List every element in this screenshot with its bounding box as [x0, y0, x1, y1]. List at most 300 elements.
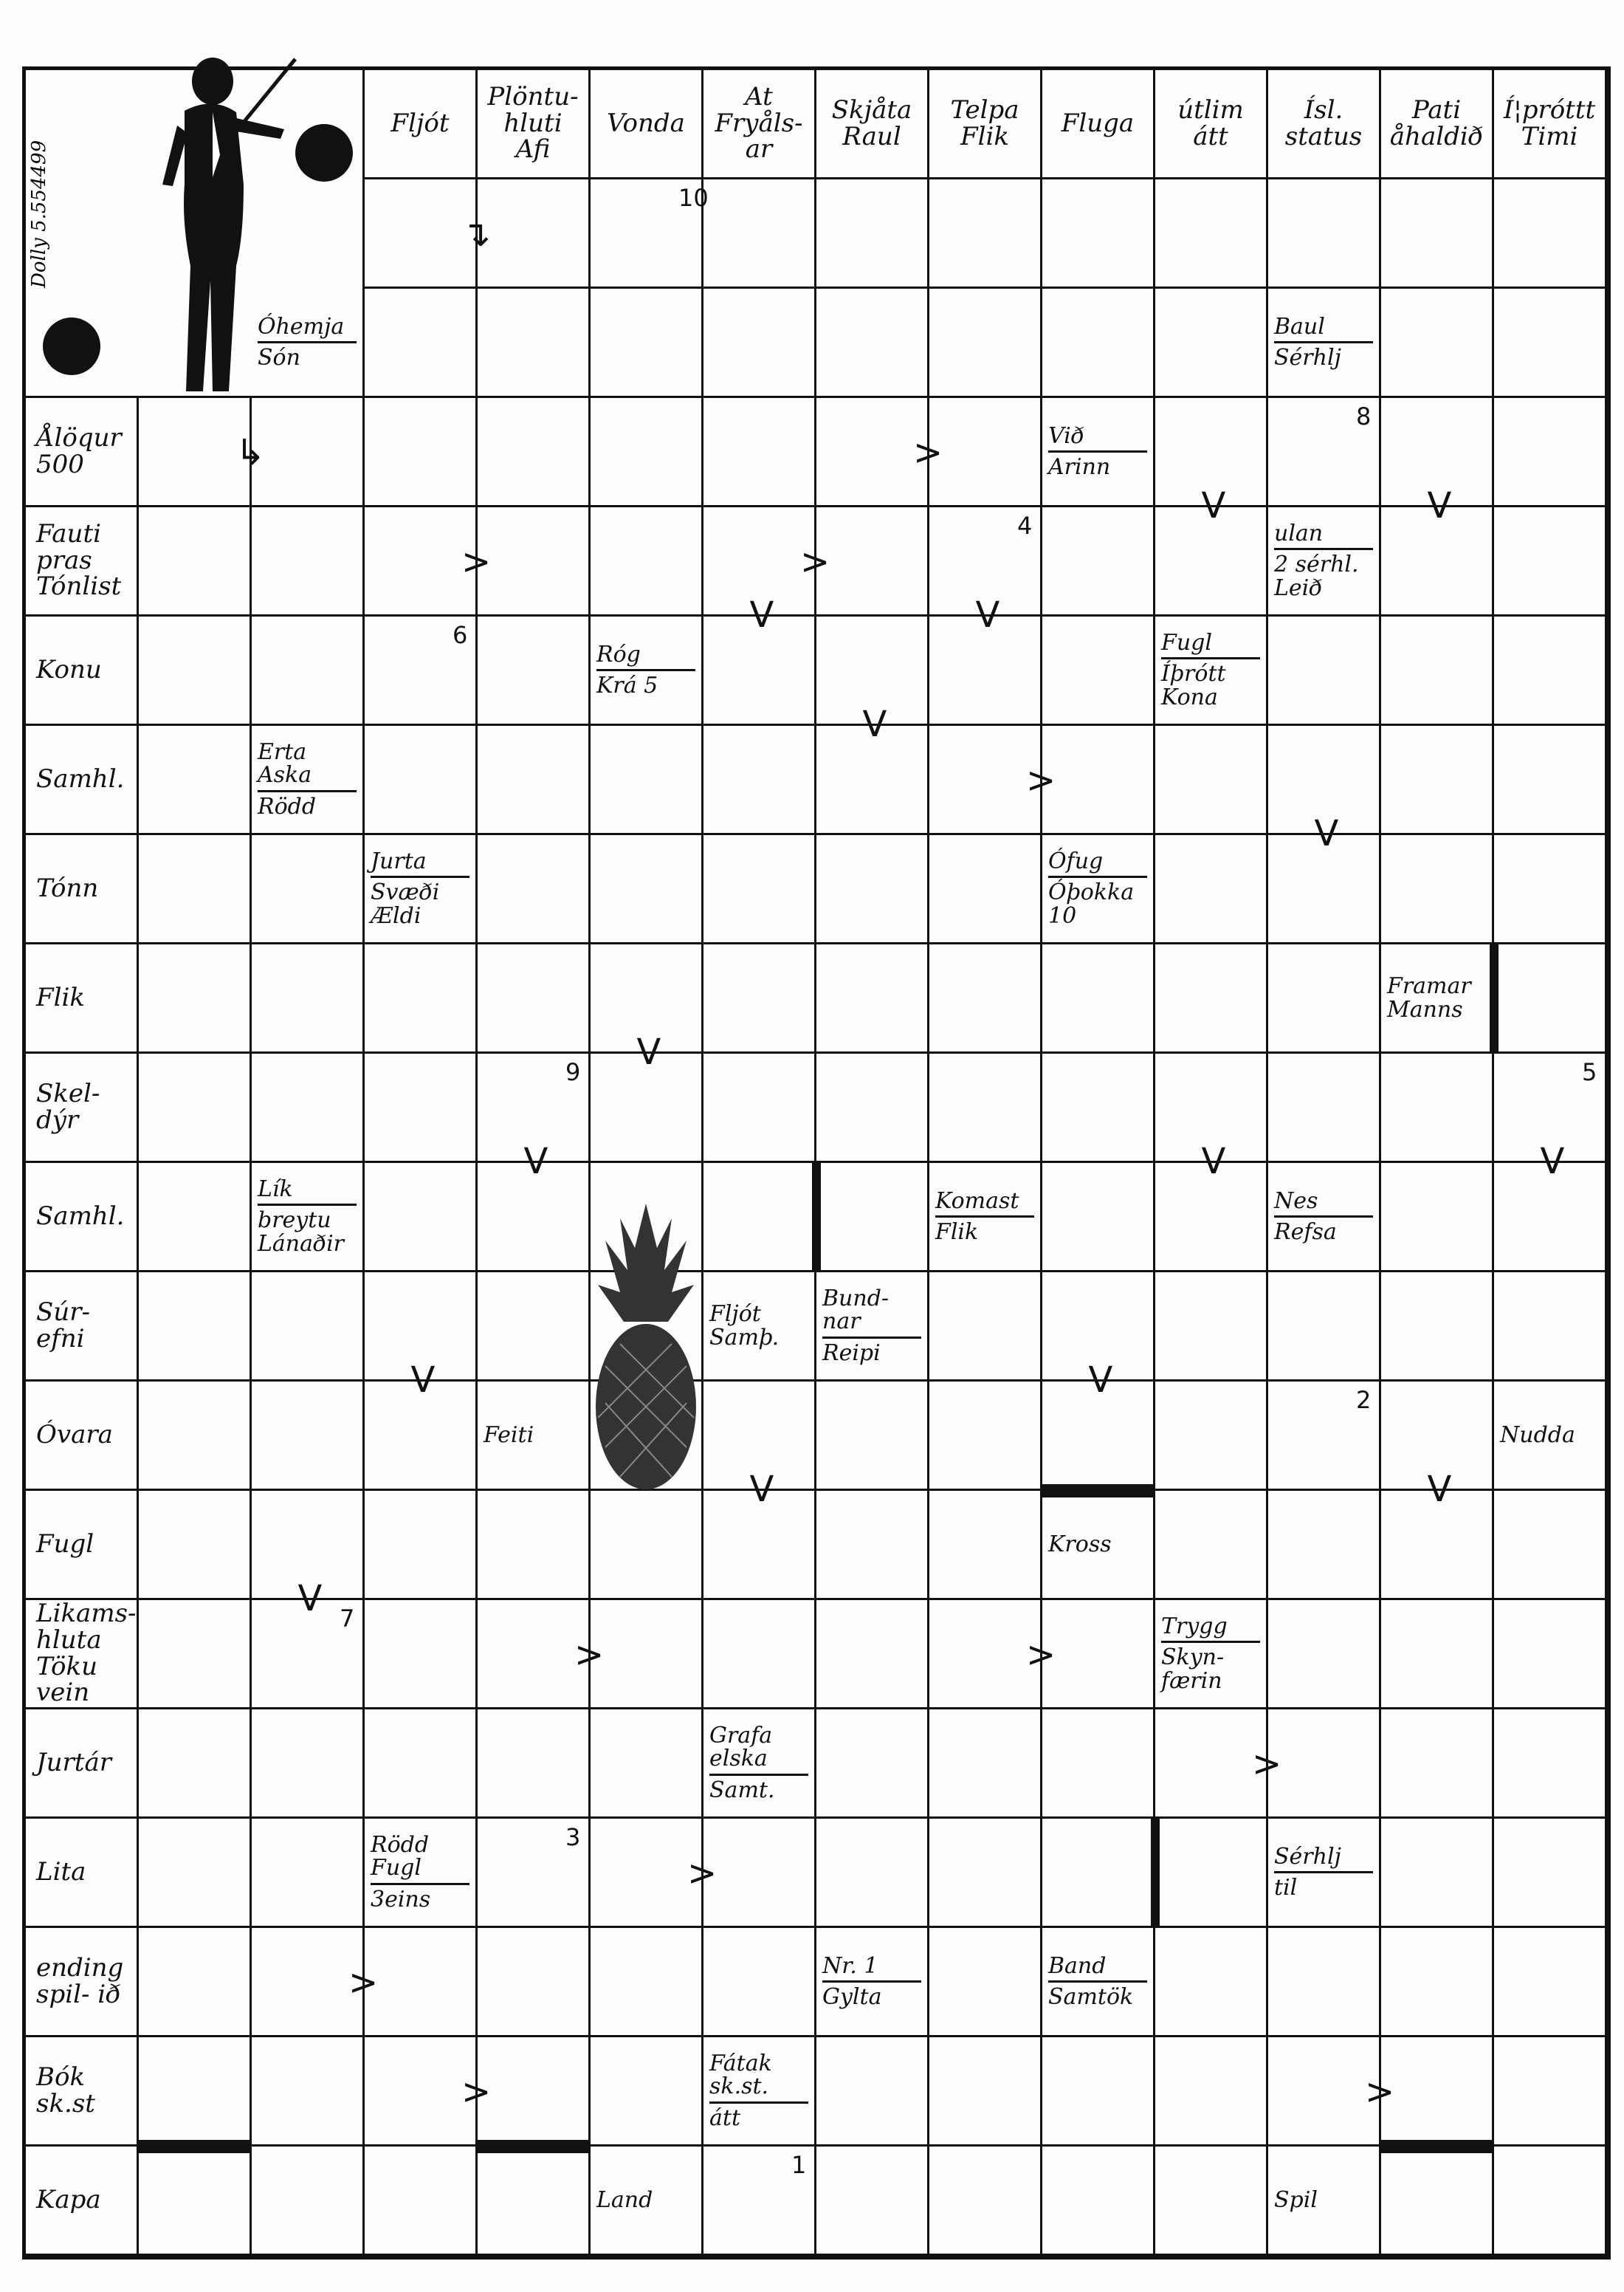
answer-cell[interactable] [1155, 1491, 1268, 1600]
left-clue-cell [26, 1054, 139, 1163]
answer-cell[interactable] [816, 944, 929, 1054]
answer-cell[interactable] [816, 1600, 929, 1709]
answer-cell[interactable] [365, 1600, 478, 1709]
answer-cell[interactable] [365, 1928, 478, 2037]
answer-cell[interactable] [703, 398, 816, 507]
answer-cell[interactable] [478, 1272, 591, 1382]
answer-cell[interactable] [703, 179, 816, 289]
answer-cell[interactable] [478, 726, 591, 835]
answer-cell[interactable] [929, 1491, 1042, 1600]
answer-cell[interactable] [139, 1819, 252, 1928]
answer-cell[interactable] [1494, 944, 1607, 1054]
answer-cell[interactable] [1381, 2147, 1494, 2256]
answer-cell[interactable] [1268, 1709, 1381, 1819]
answer-cell[interactable] [591, 289, 703, 398]
answer-cell[interactable] [591, 1709, 703, 1819]
left-clue-text: Súr- efni [36, 1297, 90, 1353]
black-bar [1151, 1819, 1160, 1928]
clue-text: Nes [1274, 1187, 1318, 1214]
clue-text: Erta Aska [258, 738, 312, 789]
answer-cell[interactable] [1042, 1163, 1155, 1272]
left-clue-text: Bók sk.st [36, 2062, 95, 2118]
answer-cell[interactable] [1381, 289, 1494, 398]
down-arrow-icon: V [1540, 1141, 1565, 1182]
left-clue-cell [26, 2037, 139, 2147]
answer-cell[interactable] [365, 1491, 478, 1600]
answer-cell[interactable] [1494, 1600, 1607, 1709]
answer-cell[interactable] [478, 289, 591, 398]
header-clue-text: Telpa Flik [950, 95, 1019, 151]
clue-text: Óhemja [258, 313, 345, 340]
cell-number: 2 [1356, 1386, 1372, 1414]
clue-text: Spil [1274, 2186, 1318, 2213]
black-bar [1042, 1484, 1155, 1497]
answer-cell[interactable] [139, 1600, 252, 1709]
header-clue-cell [1381, 70, 1494, 179]
answer-cell[interactable] [252, 507, 365, 617]
left-clue-text: Óvara [36, 1419, 113, 1449]
answer-cell[interactable] [252, 1054, 365, 1163]
header-clue-cell [703, 70, 816, 179]
answer-cell[interactable] [478, 1928, 591, 2037]
clue-text: Krá 5 [596, 673, 658, 699]
left-clue-cell [26, 1382, 139, 1491]
answer-cell[interactable] [929, 289, 1042, 398]
right-arrow-icon: > [1252, 1743, 1282, 1785]
answer-cell[interactable] [478, 1491, 591, 1600]
clue-text: Grafa elska [709, 1722, 773, 1772]
answer-cell[interactable] [1268, 1272, 1381, 1382]
answer-cell[interactable] [252, 1382, 365, 1491]
answer-cell[interactable] [1155, 1272, 1268, 1382]
answer-cell[interactable] [1494, 1491, 1607, 1600]
answer-cell[interactable] [816, 507, 929, 617]
left-clue-text: Konu [36, 654, 102, 684]
clue-text: Íþrótt Kona [1161, 661, 1226, 710]
answer-cell[interactable] [816, 2147, 929, 2256]
clue-text: Framar Manns [1387, 973, 1471, 1023]
left-clue-text: Lita [36, 1856, 86, 1887]
answer-cell[interactable] [591, 2037, 703, 2147]
answer-cell[interactable] [139, 507, 252, 617]
answer-cell[interactable] [139, 1709, 252, 1819]
left-clue-text: Jurtár [36, 1747, 111, 1777]
clue-text: Refsa [1274, 1219, 1337, 1245]
answer-cell[interactable] [816, 289, 929, 398]
answer-cell[interactable] [929, 1709, 1042, 1819]
header-clue-text: Skjåta Raul [831, 95, 912, 151]
left-clue-cell [26, 1272, 139, 1382]
answer-cell[interactable] [591, 1600, 703, 1709]
answer-cell[interactable] [365, 398, 478, 507]
clue-text: ulan [1274, 520, 1324, 546]
left-clue-text: Fauti pras Tónlist [36, 518, 122, 602]
answer-cell[interactable] [703, 1600, 816, 1709]
left-clue-cell [26, 507, 139, 617]
clue-text: Feiti [484, 1421, 534, 1448]
answer-cell[interactable] [1268, 1928, 1381, 2037]
clue-cell [816, 1272, 929, 1382]
clue-cell [591, 617, 703, 726]
header-clue-cell [1155, 70, 1268, 179]
clue-text: Sérhlj [1274, 1843, 1341, 1870]
clue-text: 2 sérhl. Leið [1274, 552, 1359, 601]
answer-cell[interactable] [365, 1054, 478, 1163]
answer-cell[interactable] [1042, 726, 1155, 835]
clue-cell [1042, 1928, 1155, 2037]
answer-cell[interactable] [929, 2037, 1042, 2147]
answer-cell[interactable] [703, 1928, 816, 2037]
clue-text: Sérhlj [1274, 345, 1341, 371]
clue-cell [1042, 398, 1155, 507]
clue-divider [1048, 876, 1147, 878]
answer-cell[interactable] [139, 1054, 252, 1163]
answer-cell[interactable] [139, 1163, 252, 1272]
answer-cell[interactable] [816, 179, 929, 289]
answer-cell[interactable] [478, 2037, 591, 2147]
clue-divider [822, 1337, 921, 1339]
answer-cell[interactable] [365, 944, 478, 1054]
right-arrow-icon: > [800, 541, 830, 583]
header-clue-text: Vonda [607, 108, 685, 138]
answer-cell[interactable] [139, 2147, 252, 2256]
answer-cell[interactable] [703, 726, 816, 835]
header-clue-cell [816, 70, 929, 179]
clue-cell [252, 726, 365, 835]
down-arrow-icon: V [862, 704, 887, 745]
clue-cell [703, 1709, 816, 1819]
clue-text: Róg [596, 641, 641, 668]
answer-cell[interactable] [816, 1491, 929, 1600]
clue-text: Samtök [1048, 1984, 1134, 2010]
answer-cell[interactable] [1042, 507, 1155, 617]
clue-cell [1042, 835, 1155, 944]
clue-divider [1161, 657, 1260, 659]
answer-cell[interactable] [929, 835, 1042, 944]
pineapple-icon [591, 1204, 701, 1492]
black-dot-icon [43, 318, 100, 375]
answer-cell[interactable] [478, 398, 591, 507]
clue-text: Land [596, 2186, 653, 2213]
answer-cell[interactable] [1381, 1163, 1494, 1272]
left-clue-cell [26, 1819, 139, 1928]
answer-cell[interactable] [1042, 2037, 1155, 2147]
answer-cell[interactable] [139, 617, 252, 726]
clue-cell [365, 835, 478, 944]
answer-cell[interactable] [478, 944, 591, 1054]
answer-cell[interactable] [591, 507, 703, 617]
answer-cell[interactable] [478, 507, 591, 617]
answer-cell[interactable] [252, 2147, 365, 2256]
answer-cell[interactable] [139, 835, 252, 944]
right-arrow-icon: > [348, 1962, 379, 2003]
down-arrow-icon: V [1427, 1469, 1452, 1510]
answer-cell[interactable] [929, 944, 1042, 1054]
answer-cell[interactable] [816, 1709, 929, 1819]
answer-cell[interactable] [1155, 2037, 1268, 2147]
left-clue-cell [26, 726, 139, 835]
clue-cell [1155, 617, 1268, 726]
right-arrow-icon: > [1365, 2071, 1395, 2113]
cell-number: 10 [678, 184, 709, 212]
answer-cell[interactable] [1155, 289, 1268, 398]
black-dot-icon [295, 124, 353, 182]
clue-text: Skyn- færin [1161, 1644, 1225, 1694]
answer-cell[interactable] [139, 1382, 252, 1491]
down-arrow-icon: V [1088, 1359, 1113, 1401]
answer-cell[interactable] [1268, 1600, 1381, 1709]
clue-text: Flik [935, 1219, 979, 1245]
answer-cell[interactable] [1494, 179, 1607, 289]
answer-cell[interactable] [252, 1819, 365, 1928]
answer-cell[interactable] [1494, 835, 1607, 944]
clue-text: Baul [1274, 313, 1325, 340]
answer-cell[interactable] [703, 1819, 816, 1928]
dolly-phone-label: Dolly 5.554499 [28, 140, 50, 288]
answer-cell[interactable] [139, 1928, 252, 2037]
answer-cell[interactable] [929, 1382, 1042, 1491]
answer-cell[interactable] [929, 2147, 1042, 2256]
clue-text: Rödd Fugl [371, 1831, 430, 1881]
cell-number: 8 [1356, 402, 1372, 430]
left-clue-cell [26, 617, 139, 726]
answer-cell[interactable] [1494, 2037, 1607, 2147]
right-arrow-icon: > [913, 432, 943, 473]
answer-cell[interactable] [1042, 1709, 1155, 1819]
answer-cell[interactable] [478, 1709, 591, 1819]
answer-cell[interactable] [252, 398, 365, 507]
right-arrow-icon: > [574, 1634, 605, 1675]
answer-cell[interactable] [1494, 2147, 1607, 2256]
down-arrow-icon: V [1201, 1141, 1226, 1182]
answer-cell[interactable] [478, 2147, 591, 2256]
clue-cell [1268, 1163, 1381, 1272]
answer-cell[interactable] [816, 2037, 929, 2147]
left-clue-text: Tónn [36, 873, 99, 903]
answer-cell[interactable] [929, 1054, 1042, 1163]
answer-cell[interactable] [478, 835, 591, 944]
answer-cell[interactable] [703, 835, 816, 944]
answer-cell[interactable] [1494, 1272, 1607, 1382]
clue-text: Samt. [709, 1777, 775, 1803]
answer-cell[interactable] [1494, 617, 1607, 726]
clue-text: Reipi [822, 1339, 881, 1366]
answer-cell[interactable] [1268, 944, 1381, 1054]
answer-cell[interactable] [252, 617, 365, 726]
answer-cell[interactable] [1155, 944, 1268, 1054]
clue-cell [365, 1819, 478, 1928]
header-clue-text: Fljót [390, 108, 450, 138]
answer-cell[interactable] [929, 1819, 1042, 1928]
answer-cell[interactable] [703, 944, 816, 1054]
answer-cell[interactable] [252, 1709, 365, 1819]
clue-divider [1161, 1641, 1260, 1643]
answer-cell[interactable] [1381, 2037, 1494, 2147]
answer-cell[interactable] [1268, 1054, 1381, 1163]
cell-number: 9 [565, 1058, 581, 1086]
answer-cell[interactable] [1494, 398, 1607, 507]
answer-cell[interactable] [1155, 2147, 1268, 2256]
clue-text: Rödd [258, 793, 317, 820]
clue-divider [1048, 1980, 1147, 1983]
answer-cell[interactable] [816, 1163, 929, 1272]
clue-divider [371, 1883, 469, 1885]
answer-cell[interactable] [252, 1272, 365, 1382]
clue-cell [1268, 1819, 1381, 1928]
answer-cell[interactable] [139, 944, 252, 1054]
clue-divider [935, 1215, 1034, 1218]
answer-cell[interactable] [139, 726, 252, 835]
answer-cell[interactable] [252, 2037, 365, 2147]
left-clue-text: Fugl [36, 1528, 94, 1559]
answer-cell[interactable] [591, 398, 703, 507]
answer-cell[interactable] [1042, 289, 1155, 398]
answer-cell[interactable] [1494, 726, 1607, 835]
left-clue-cell [26, 1709, 139, 1819]
left-clue-cell [26, 2147, 139, 2256]
answer-cell[interactable] [1155, 1928, 1268, 2037]
header-clue-text: Pati åhaldið [1389, 95, 1484, 151]
answer-cell[interactable] [1381, 1600, 1494, 1709]
header-clue-cell [1494, 70, 1607, 179]
answer-cell[interactable] [1494, 1819, 1607, 1928]
answer-cell[interactable] [703, 289, 816, 398]
header-clue-text: útlim átt [1177, 95, 1244, 151]
answer-cell[interactable] [1155, 1819, 1268, 1928]
answer-cell[interactable] [1381, 179, 1494, 289]
answer-cell[interactable] [1494, 507, 1607, 617]
left-clue-text: Samhl. [36, 764, 125, 794]
clue-text: Nr. 1 [822, 1952, 878, 1979]
answer-cell[interactable] [139, 1272, 252, 1382]
header-clue-text: Fluga [1061, 108, 1135, 138]
answer-cell[interactable] [252, 835, 365, 944]
answer-cell[interactable] [1042, 1054, 1155, 1163]
left-clue-cell [26, 1163, 139, 1272]
black-bar [139, 2140, 252, 2153]
clue-divider [709, 2101, 808, 2104]
answer-cell[interactable] [1381, 1928, 1494, 2037]
answer-cell[interactable] [816, 1054, 929, 1163]
answer-cell[interactable] [929, 179, 1042, 289]
cell-number: 3 [565, 1823, 581, 1851]
clue-text: Við [1048, 422, 1084, 449]
right-arrow-icon: > [1026, 1634, 1056, 1675]
answer-cell[interactable] [1381, 1272, 1494, 1382]
answer-cell[interactable] [591, 835, 703, 944]
answer-cell[interactable] [365, 1163, 478, 1272]
answer-cell[interactable] [1381, 835, 1494, 944]
answer-cell[interactable] [1494, 289, 1607, 398]
cell-number: 7 [340, 1605, 355, 1633]
answer-cell[interactable] [1494, 1928, 1607, 2037]
answer-cell[interactable] [1042, 944, 1155, 1054]
answer-cell[interactable] [703, 1163, 816, 1272]
clue-cell [816, 1928, 929, 2037]
clue-cell [1268, 507, 1381, 617]
answer-cell[interactable] [1381, 1054, 1494, 1163]
answer-cell[interactable] [1381, 726, 1494, 835]
answer-cell[interactable] [1042, 179, 1155, 289]
clue-text: átt [709, 2104, 740, 2131]
header-clue-cell [365, 70, 478, 179]
corner-vertical-text [22, 111, 66, 288]
answer-cell[interactable] [1381, 1819, 1494, 1928]
answer-cell[interactable] [1042, 1819, 1155, 1928]
down-arrow-icon: V [523, 1141, 548, 1182]
answer-cell[interactable] [591, 726, 703, 835]
answer-cell[interactable] [478, 617, 591, 726]
cell-number: 6 [453, 621, 468, 649]
down-arrow-icon: V [410, 1359, 436, 1401]
clue-divider [709, 1774, 808, 1776]
answer-cell[interactable] [139, 1491, 252, 1600]
answer-cell[interactable] [1268, 617, 1381, 726]
answer-cell[interactable] [139, 2037, 252, 2147]
answer-cell[interactable] [1381, 617, 1494, 726]
left-clue-cell [26, 1928, 139, 2037]
answer-cell[interactable] [365, 726, 478, 835]
clue-text: 3eins [371, 1886, 431, 1912]
answer-cell[interactable] [1268, 1491, 1381, 1600]
answer-cell[interactable] [1155, 726, 1268, 835]
answer-cell[interactable] [1155, 1382, 1268, 1491]
clue-text: Trygg [1161, 1613, 1228, 1639]
left-clue-text: Flik [36, 982, 85, 1012]
answer-cell[interactable] [1494, 1709, 1607, 1819]
answer-cell[interactable] [1042, 1600, 1155, 1709]
cell-number: 5 [1582, 1058, 1597, 1086]
answer-cell[interactable] [929, 1272, 1042, 1382]
left-clue-cell [26, 1491, 139, 1600]
header-clue-cell [591, 70, 703, 179]
answer-cell[interactable] [929, 1928, 1042, 2037]
clue-text: Fátak sk.st. [709, 2050, 772, 2100]
answer-cell[interactable] [1042, 2147, 1155, 2256]
down-arrow-icon: V [749, 594, 774, 636]
clue-text: Bund- nar [822, 1285, 890, 1335]
answer-cell[interactable] [929, 398, 1042, 507]
clue-divider [822, 1980, 921, 1983]
answer-cell[interactable] [365, 289, 478, 398]
answer-cell[interactable] [365, 1709, 478, 1819]
answer-cell[interactable] [365, 2147, 478, 2256]
answer-cell[interactable] [1381, 1709, 1494, 1819]
clue-cell [478, 1382, 591, 1491]
clue-text: Band [1048, 1952, 1107, 1979]
answer-cell[interactable] [1155, 835, 1268, 944]
answer-cell[interactable] [591, 1491, 703, 1600]
answer-cell[interactable] [478, 179, 591, 289]
answer-cell[interactable] [252, 944, 365, 1054]
clue-divider [371, 876, 469, 878]
answer-cell[interactable] [816, 1382, 929, 1491]
answer-cell[interactable] [703, 1054, 816, 1163]
answer-cell[interactable] [1042, 617, 1155, 726]
answer-cell[interactable] [591, 1928, 703, 2037]
answer-cell[interactable] [1268, 179, 1381, 289]
clue-cell [929, 1163, 1042, 1272]
answer-cell[interactable] [816, 835, 929, 944]
answer-cell[interactable] [1155, 179, 1268, 289]
black-bar [812, 1163, 821, 1272]
header-clue-cell [1268, 70, 1381, 179]
down-arrow-icon: V [749, 1469, 774, 1510]
clue-text: Svæði Ældi [371, 879, 440, 929]
header-clue-text: Plöntu- hluti Afi [487, 81, 579, 165]
answer-cell[interactable] [816, 1819, 929, 1928]
header-clue-cell [478, 70, 591, 179]
